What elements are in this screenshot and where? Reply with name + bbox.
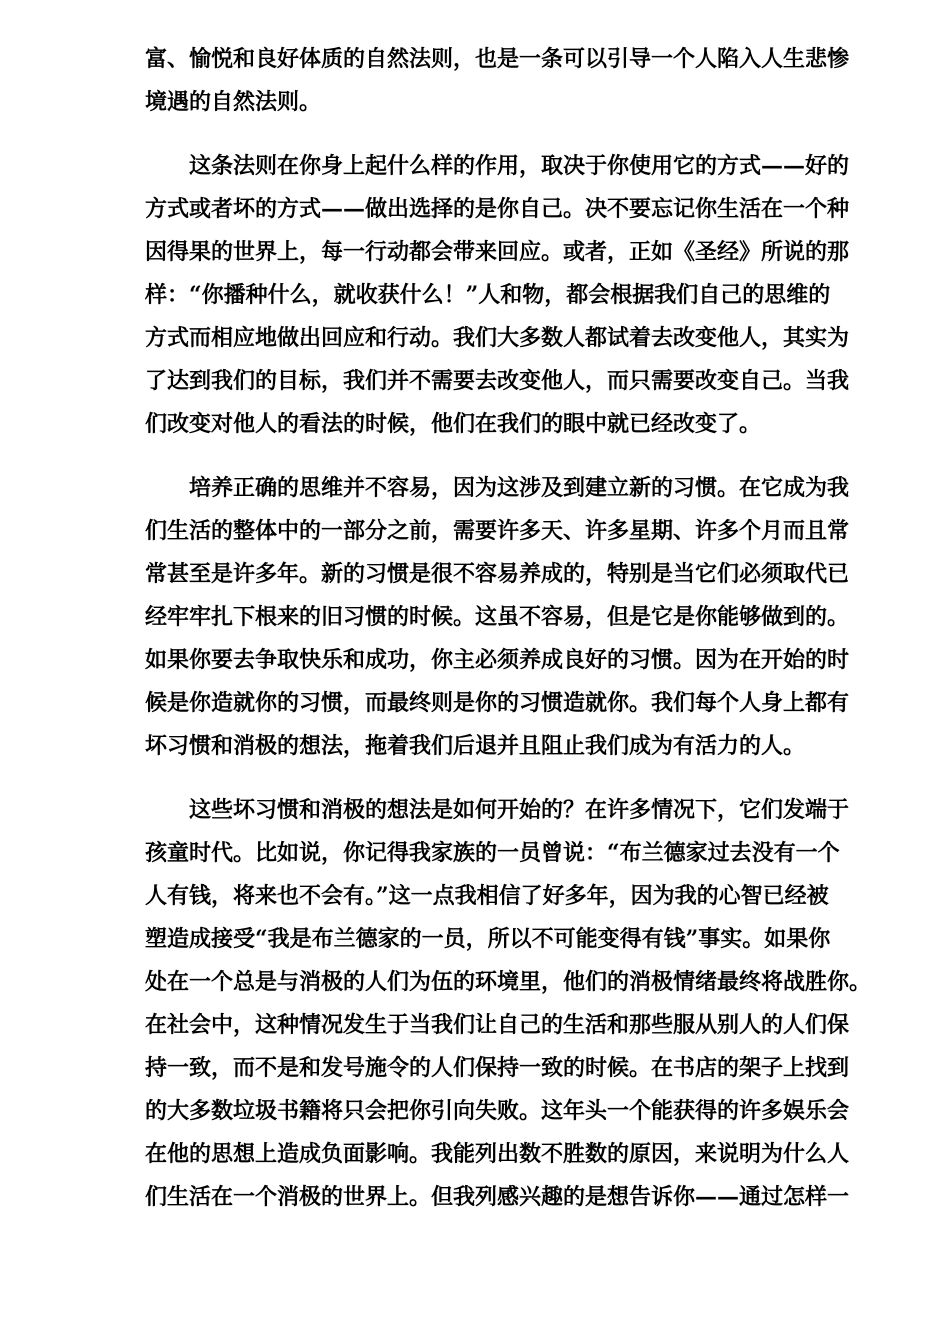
text-line: 经牢牢扎下根来的旧习惯的时候。这虽不容易，但是它是你能够做到的。 xyxy=(145,604,850,630)
text-line: 的大多数垃圾书籍将只会把你引向失败。这年头一个能获得的许多娱乐会 xyxy=(145,1098,850,1124)
text-line: 了达到我们的目标，我们并不需要去改变他人，而只需要改变自己。当我 xyxy=(145,368,850,394)
text-line: 持一致，而不是和发号施令的人们保持一致的时候。在书店的架子上找到 xyxy=(145,1055,850,1081)
text-line: 们改变对他人的看法的时候，他们在我们的眼中就已经改变了。 xyxy=(145,411,762,437)
text-line: 常甚至是许多年。新的习惯是很不容易养成的，特别是当它们必须取代已 xyxy=(145,561,850,587)
text-line: 处在一个总是与消极的人们为伍的环境里，他们的消极情绪最终将战胜你。 xyxy=(145,969,872,995)
document-body xyxy=(145,38,872,1219)
text-line: 样：“你播种什么，就收获什么！”人和物，都会根据我们自己的思维的 xyxy=(145,282,831,308)
text-line: 这条法则在你身上起什么样的作用，取决于你使用它的方式——好的 xyxy=(189,153,850,179)
text-line: 候是你造就你的习惯，而最终则是你的习惯造就你。我们每个人身上都有 xyxy=(145,690,850,716)
text-line: 富、愉悦和良好体质的自然法则，也是一条可以引导一个人陷入人生悲惨 xyxy=(145,46,850,72)
paragraph-1 xyxy=(145,38,865,124)
text-line: 们生活的整体中的一部分之前，需要许多天、许多星期、许多个月而且常 xyxy=(145,518,850,544)
text-line: 塑造成接受“我是布兰德家的一员，所以不可能变得有钱”事实。如果你 xyxy=(145,926,831,952)
text-line: 如果你要去争取快乐和成功，你主必须养成良好的习惯。因为在开始的时 xyxy=(145,647,850,673)
paragraph-3 xyxy=(145,467,865,768)
paragraph-4 xyxy=(145,789,872,1219)
text-line: 方式或者坏的方式——做出选择的是你自己。决不要忘记你生活在一个种 xyxy=(145,196,850,222)
text-line: 们生活在一个消极的世界上。但我列感兴趣的是想告诉你——通过怎样一 xyxy=(145,1184,850,1210)
text-line: 这些坏习惯和消极的想法是如何开始的？在许多情况下，它们发端于 xyxy=(189,797,850,823)
text-line: 在社会中，这种情况发生于当我们让自己的生活和那些服从别人的人们保 xyxy=(145,1012,850,1038)
text-line: 在他的思想上造成负面影响。我能列出数不胜数的原因，来说明为什么人 xyxy=(145,1141,850,1167)
text-line: 孩童时代。比如说，你记得我家族的一员曾说：“布兰德家过去没有一个 xyxy=(145,840,840,866)
text-line: 方式而相应地做出回应和行动。我们大多数人都试着去改变他人，其实为 xyxy=(145,325,850,351)
text-line: 因得果的世界上，每一行动都会带来回应。或者，正如《圣经》所说的那 xyxy=(145,239,850,265)
paragraph-2 xyxy=(145,145,865,446)
text-line: 培养正确的思维并不容易，因为这涉及到建立新的习惯。在它成为我 xyxy=(189,475,850,501)
text-line: 坏习惯和消极的想法，拖着我们后退并且阻止我们成为有活力的人。 xyxy=(145,733,806,759)
text-line: 人有钱，将来也不会有。”这一点我相信了好多年，因为我的心智已经被 xyxy=(145,883,829,909)
text-line: 境遇的自然法则。 xyxy=(145,89,322,115)
